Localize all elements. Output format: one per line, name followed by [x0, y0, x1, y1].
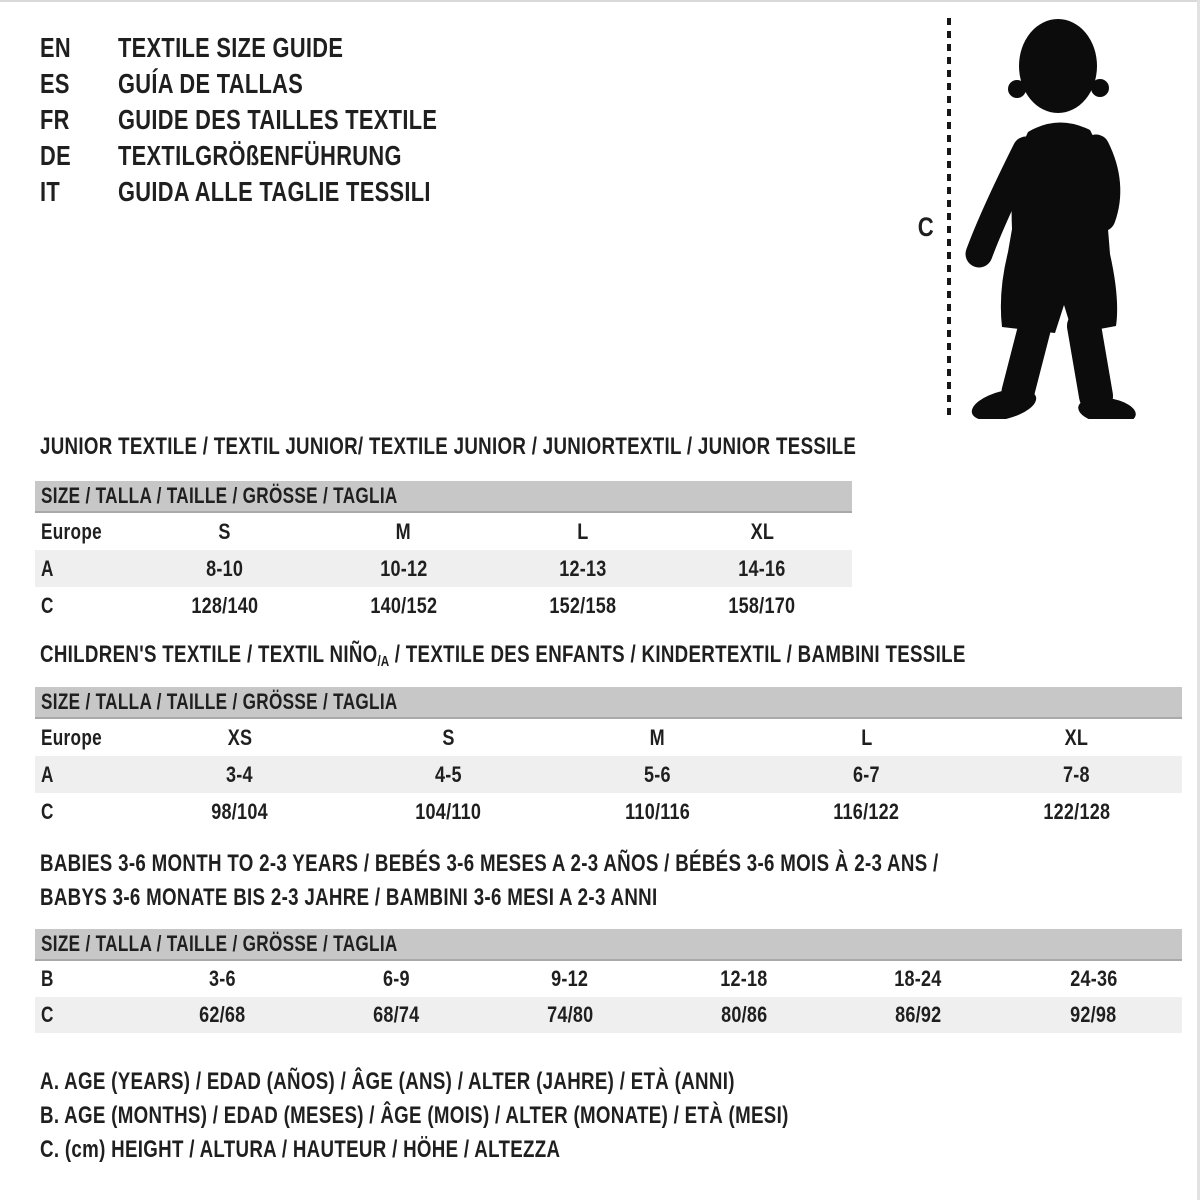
- size-cell: XL: [1064, 724, 1089, 750]
- size-cell: 110/116: [625, 798, 690, 824]
- table-header-row: [35, 929, 1182, 960]
- size-cell: 122/128: [1043, 798, 1110, 824]
- junior-size-table: [35, 481, 852, 624]
- row-label: Europe: [41, 724, 102, 750]
- language-code: DE: [40, 140, 71, 171]
- size-cell: 158/170: [728, 592, 796, 618]
- size-cell: 140/152: [370, 592, 437, 618]
- babies-section-title: [40, 847, 1192, 915]
- size-cell: 10-12: [314, 550, 493, 587]
- row-label: B: [41, 966, 54, 991]
- size-header-band: SIZE / TALLA / TAILLE / GRÖSSE / TAGLIA: [35, 481, 852, 512]
- language-code: ES: [40, 68, 70, 99]
- size-cell: 18-24: [894, 966, 942, 991]
- table-row: [35, 997, 1182, 1033]
- size-cell: 6-7: [762, 756, 971, 793]
- footnote-b: B. AGE (MONTHS) / EDAD (MESES) / ÂGE (MOIS) / ALTER (MONATE) / ETÀ (MESI): [40, 1102, 789, 1129]
- size-cell: 104/110: [415, 798, 482, 824]
- language-code: EN: [40, 32, 71, 63]
- size-cell: 4-5: [344, 756, 553, 793]
- size-cell: 80/86: [657, 997, 831, 1033]
- size-cell: 3-4: [135, 756, 344, 793]
- list-item: [40, 174, 527, 210]
- size-cell: 116/122: [833, 798, 900, 824]
- row-label: C: [41, 592, 54, 618]
- table-row: [35, 793, 1182, 830]
- junior-section-title: JUNIOR TEXTILE / TEXTIL JUNIOR/ TEXTILE JUNIOR / JUNIORTEXTIL / JUNIOR TESSILE: [40, 433, 857, 460]
- size-cell: 14-16: [672, 550, 852, 587]
- table-row: [35, 587, 852, 624]
- size-cell: 152/158: [549, 592, 616, 618]
- table-row: [35, 960, 1182, 997]
- size-cell: S: [442, 724, 455, 750]
- language-code: FR: [40, 104, 70, 135]
- size-cell: 62/68: [135, 997, 309, 1033]
- size-cell: 3-6: [208, 966, 236, 991]
- size-cell: 128/140: [191, 592, 258, 618]
- row-label: A: [35, 550, 135, 587]
- size-cell: 98/104: [211, 798, 268, 824]
- list-item: [40, 102, 527, 138]
- size-cell: 12-18: [720, 966, 768, 991]
- language-title-list: [40, 30, 527, 210]
- language-title: GUIDA ALLE TAGLIE TESSILI: [118, 176, 431, 207]
- language-title: TEXTILGRÖßENFÜHRUNG: [118, 140, 402, 171]
- children-section-title: CHILDREN'S TEXTILE / TEXTIL NIÑO/A / TEXTILE DES ENFANTS / KINDERTEXTIL / BAMBINI TESSILE: [40, 641, 966, 670]
- size-cell: 7-8: [971, 756, 1182, 793]
- footnote-a: A. AGE (YEARS) / EDAD (AÑOS) / ÂGE (ANS) / ALTER (JAHRE) / ETÀ (ANNI): [40, 1068, 735, 1095]
- babies-size-table: [35, 929, 1182, 1033]
- babies-title-line2: BABYS 3-6 MONATE BIS 2-3 JAHRE / BAMBINI 3-6 MESI A 2-3 ANNI: [40, 884, 658, 911]
- size-cell: L: [860, 724, 873, 750]
- row-label: C: [41, 798, 54, 824]
- language-title: GUIDE DES TAILLES TEXTILE: [118, 104, 438, 135]
- size-cell: 92/98: [1005, 997, 1182, 1033]
- table-header-row: [35, 481, 852, 512]
- language-title: GUÍA DE TALLAS: [118, 68, 304, 99]
- table-row: [35, 550, 852, 587]
- row-label: A: [35, 756, 135, 793]
- size-cell: M: [395, 518, 412, 544]
- size-cell: L: [576, 518, 589, 544]
- height-measure-dashed-line: [947, 18, 951, 416]
- row-label: Europe: [41, 518, 102, 544]
- footnotes: [40, 1068, 1000, 1170]
- babies-title-line1: BABIES 3-6 MONTH TO 2-3 YEARS / BEBÉS 3-6 MESES A 2-3 AÑOS / BÉBÉS 3-6 MOIS À 2-3 ANS /: [40, 850, 939, 877]
- size-cell: 24-36: [1069, 966, 1118, 991]
- children-size-table: [35, 687, 1182, 830]
- table-header-row: [35, 687, 1182, 718]
- footnote-c: C. (cm) HEIGHT / ALTURA / HAUTEUR / HÖHE / ALTEZZA: [40, 1136, 561, 1163]
- size-cell: M: [649, 724, 666, 750]
- size-cell: 6-9: [382, 966, 410, 991]
- size-cell: 9-12: [551, 966, 589, 991]
- table-row: [35, 718, 1182, 756]
- toddler-silhouette-icon: [958, 14, 1143, 419]
- list-item: [40, 66, 527, 102]
- size-cell: 5-6: [553, 756, 762, 793]
- size-cell: 12-13: [493, 550, 672, 587]
- size-cell: XL: [750, 518, 774, 544]
- language-code: IT: [40, 176, 61, 207]
- row-label: C: [35, 997, 135, 1033]
- size-cell: XS: [227, 724, 252, 750]
- table-row: [35, 756, 1182, 793]
- size-cell: 86/92: [831, 997, 1005, 1033]
- list-item: [40, 138, 527, 174]
- height-measure-label: C: [917, 212, 935, 242]
- table-row: [35, 512, 852, 550]
- size-cell: 74/80: [483, 997, 657, 1033]
- size-cell: S: [218, 518, 231, 544]
- size-header-band: SIZE / TALLA / TAILLE / GRÖSSE / TAGLIA: [35, 687, 1182, 718]
- size-header-band: SIZE / TALLA / TAILLE / GRÖSSE / TAGLIA: [35, 929, 1182, 960]
- size-cell: 68/74: [309, 997, 483, 1033]
- list-item: [40, 30, 527, 66]
- top-edge-line: [0, 0, 1200, 2]
- language-title: TEXTILE SIZE GUIDE: [118, 32, 344, 63]
- size-cell: 8-10: [135, 550, 314, 587]
